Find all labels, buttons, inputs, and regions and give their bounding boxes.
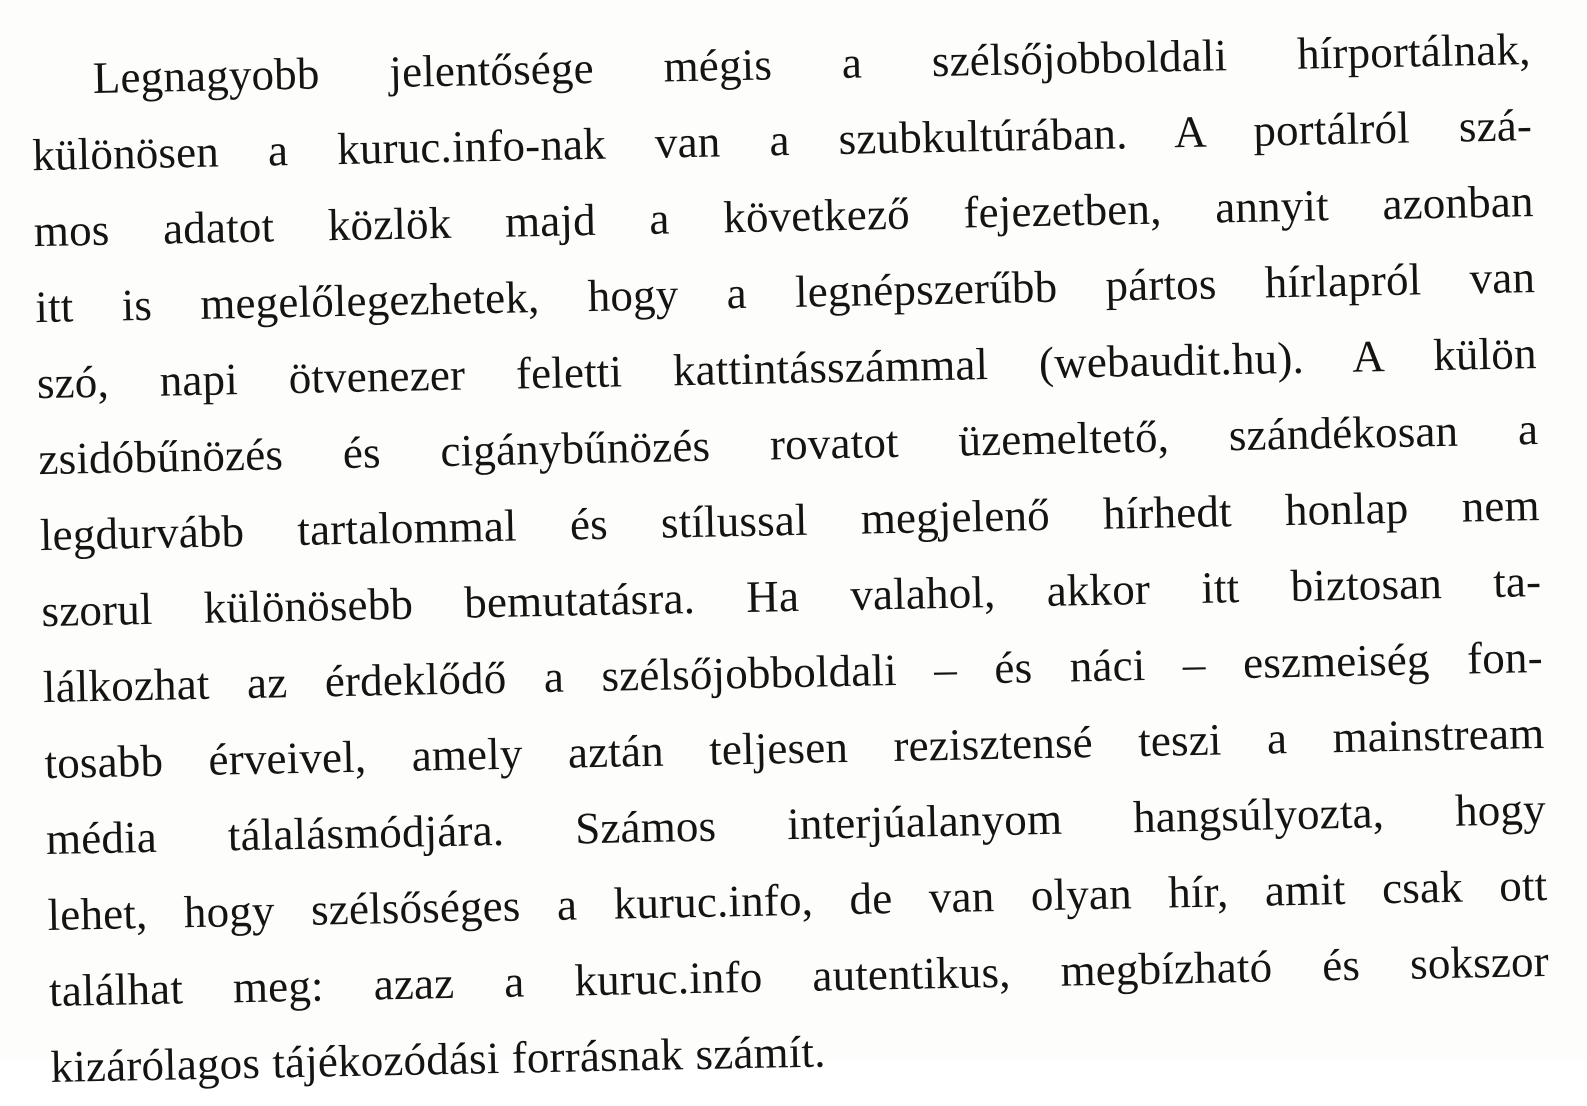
text-line: lálkozhat az érdeklődő a szélsőjobboldali – és náci – eszmeiség fon- (42, 631, 1544, 713)
text-line: Legnagyobb jelentősége mégis a szélsőjobboldali hírportálnak, (30, 11, 1531, 117)
text-line: szorul különösebb bemutatásra. Ha valahol, akkor itt biztosan ta- (40, 556, 1542, 637)
text-line: találhat meg: azaz a kuruc.info autentikus, megbízható és sokszor (48, 935, 1550, 1017)
body-paragraph (30, 11, 1551, 1105)
text-line: lehet, hogy szélsőséges a kuruc.info, de van olyan hír, amit csak ott (47, 859, 1548, 941)
text-line: mos adatot közlök majd a következő fejezetben, annyit azonban (33, 176, 1535, 257)
text-line: zsidóbűnözés és cigánybűnözés rovatot üzemeltető, szándékosan a (37, 404, 1539, 485)
text-line: tosabb érveivel, amely aztán teljesen rezisztensé teszi a mainstream (44, 707, 1545, 789)
text-line: szó, napi ötvenezer feletti kattintásszámmal (webaudit.hu). A külön (36, 328, 1538, 409)
text-block (30, 11, 1551, 1105)
text-line: legdurvább tartalommal és stílussal megjelenő hírhedt honlap nem (39, 480, 1541, 561)
text-line: média tálalásmódjára. Számos interjúalanyom hangsúlyozta, hogy (45, 783, 1547, 865)
text-line: itt is megelőlegezhetek, hogy a legnépszerűbb pártos hírlapról van (34, 252, 1536, 333)
text-line: kizárólagos tájékozódási forrásnak számít. (50, 1026, 826, 1093)
text-line: különösen a kuruc.info-nak van a szubkultúrában. A portálról szá- (31, 100, 1533, 181)
first-line-indent (31, 93, 93, 94)
